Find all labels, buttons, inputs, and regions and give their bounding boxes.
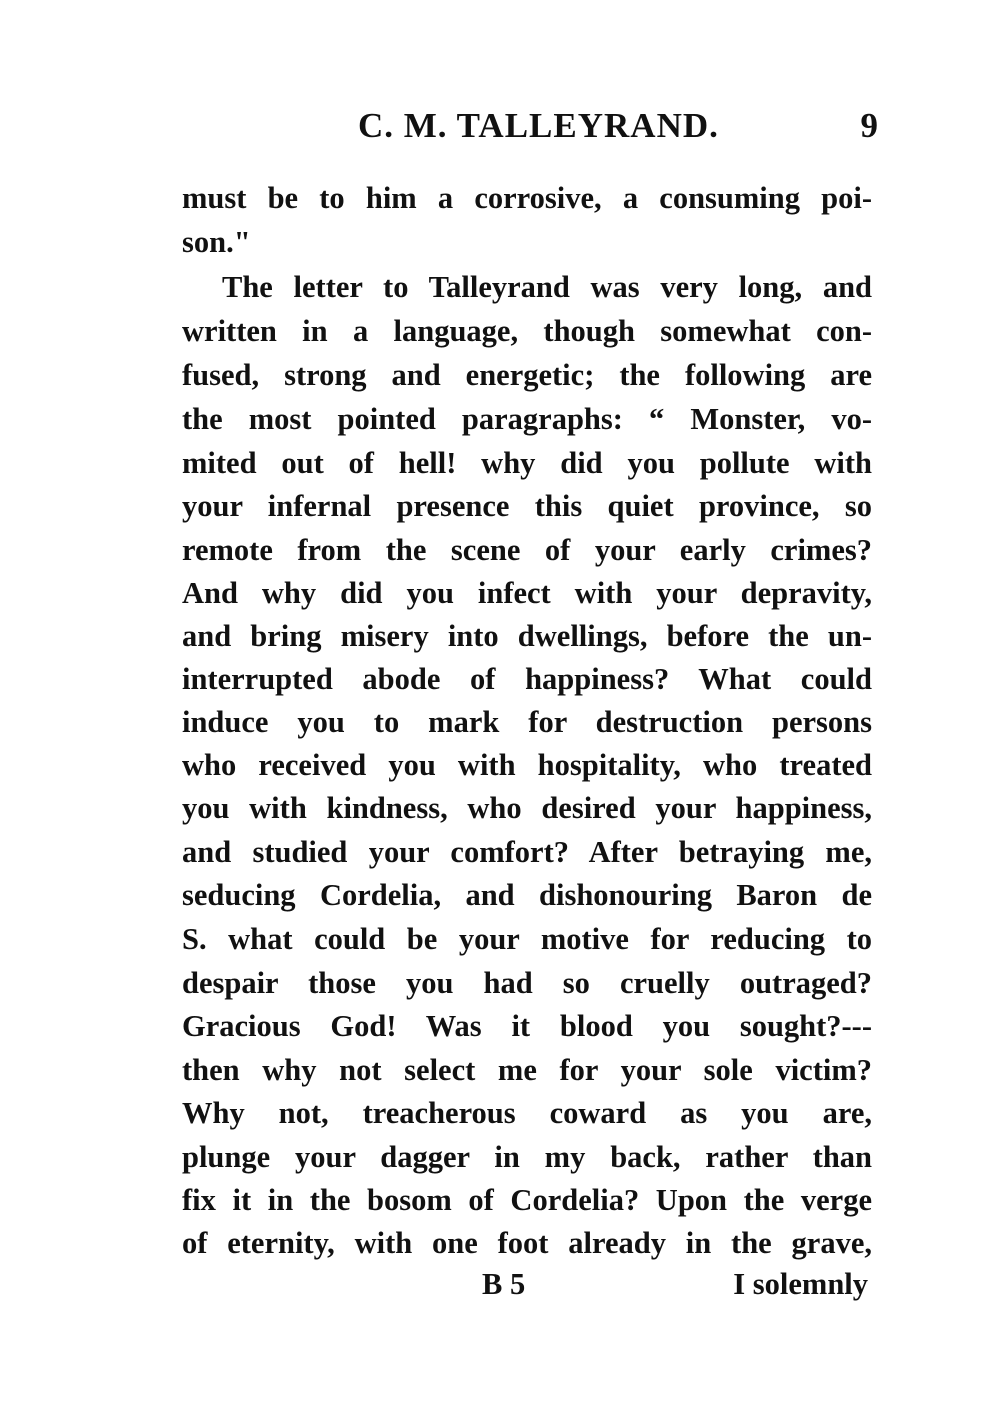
text-line: then why not select me for your sole victim?	[182, 1053, 872, 1087]
text-line: interrupted abode of happiness? What could	[182, 662, 872, 696]
text-line: you with kindness, who desired your happiness,	[182, 791, 872, 825]
text-line: fused, strong and energetic; the following are	[182, 358, 872, 392]
text-line: Why not, treacherous coward as you are,	[182, 1096, 872, 1130]
text-line: The letter to Talleyrand was very long, and	[222, 270, 872, 304]
text-line: of eternity, with one foot already in the grave,	[182, 1226, 872, 1260]
page-header	[180, 106, 880, 156]
text-line: who received you with hospitality, who treated	[182, 748, 872, 782]
text-line: seducing Cordelia, and dishonouring Baron de	[182, 878, 872, 912]
text-line: And why did you infect with your depravity,	[182, 576, 872, 610]
text-line: written in a language, though somewhat con-	[182, 314, 872, 348]
page-number: 9	[860, 106, 878, 145]
text-line: the most pointed paragraphs: “ Monster, vo-	[182, 402, 872, 436]
text-line: must be to him a corrosive, a consuming poi-	[182, 181, 872, 215]
running-title: C. M. TALLEYRAND.	[358, 106, 719, 145]
text-line: plunge your dagger in my back, rather than	[182, 1140, 872, 1174]
text-line: and bring misery into dwellings, before the un-	[182, 619, 872, 653]
text-line: son."	[182, 225, 251, 259]
text-line: mited out of hell! why did you pollute with	[182, 446, 872, 480]
text-line: despair those you had so cruelly outraged?	[182, 966, 872, 1000]
text-line: your infernal presence this quiet province, so	[182, 489, 872, 523]
signature-mark: B 5	[482, 1267, 526, 1301]
text-line: fix it in the bosom of Cordelia? Upon the verge	[182, 1183, 872, 1217]
text-line: S. what could be your motive for reducing to	[182, 922, 872, 956]
text-line: remote from the scene of your early crimes?	[182, 533, 872, 567]
text-line: induce you to mark for destruction persons	[182, 705, 872, 739]
text-line: Gracious God! Was it blood you sought?---	[182, 1009, 872, 1043]
catchword: I solemnly	[733, 1267, 868, 1301]
text-line: and studied your comfort? After betraying me,	[182, 835, 872, 869]
page-footer	[180, 1262, 872, 1306]
